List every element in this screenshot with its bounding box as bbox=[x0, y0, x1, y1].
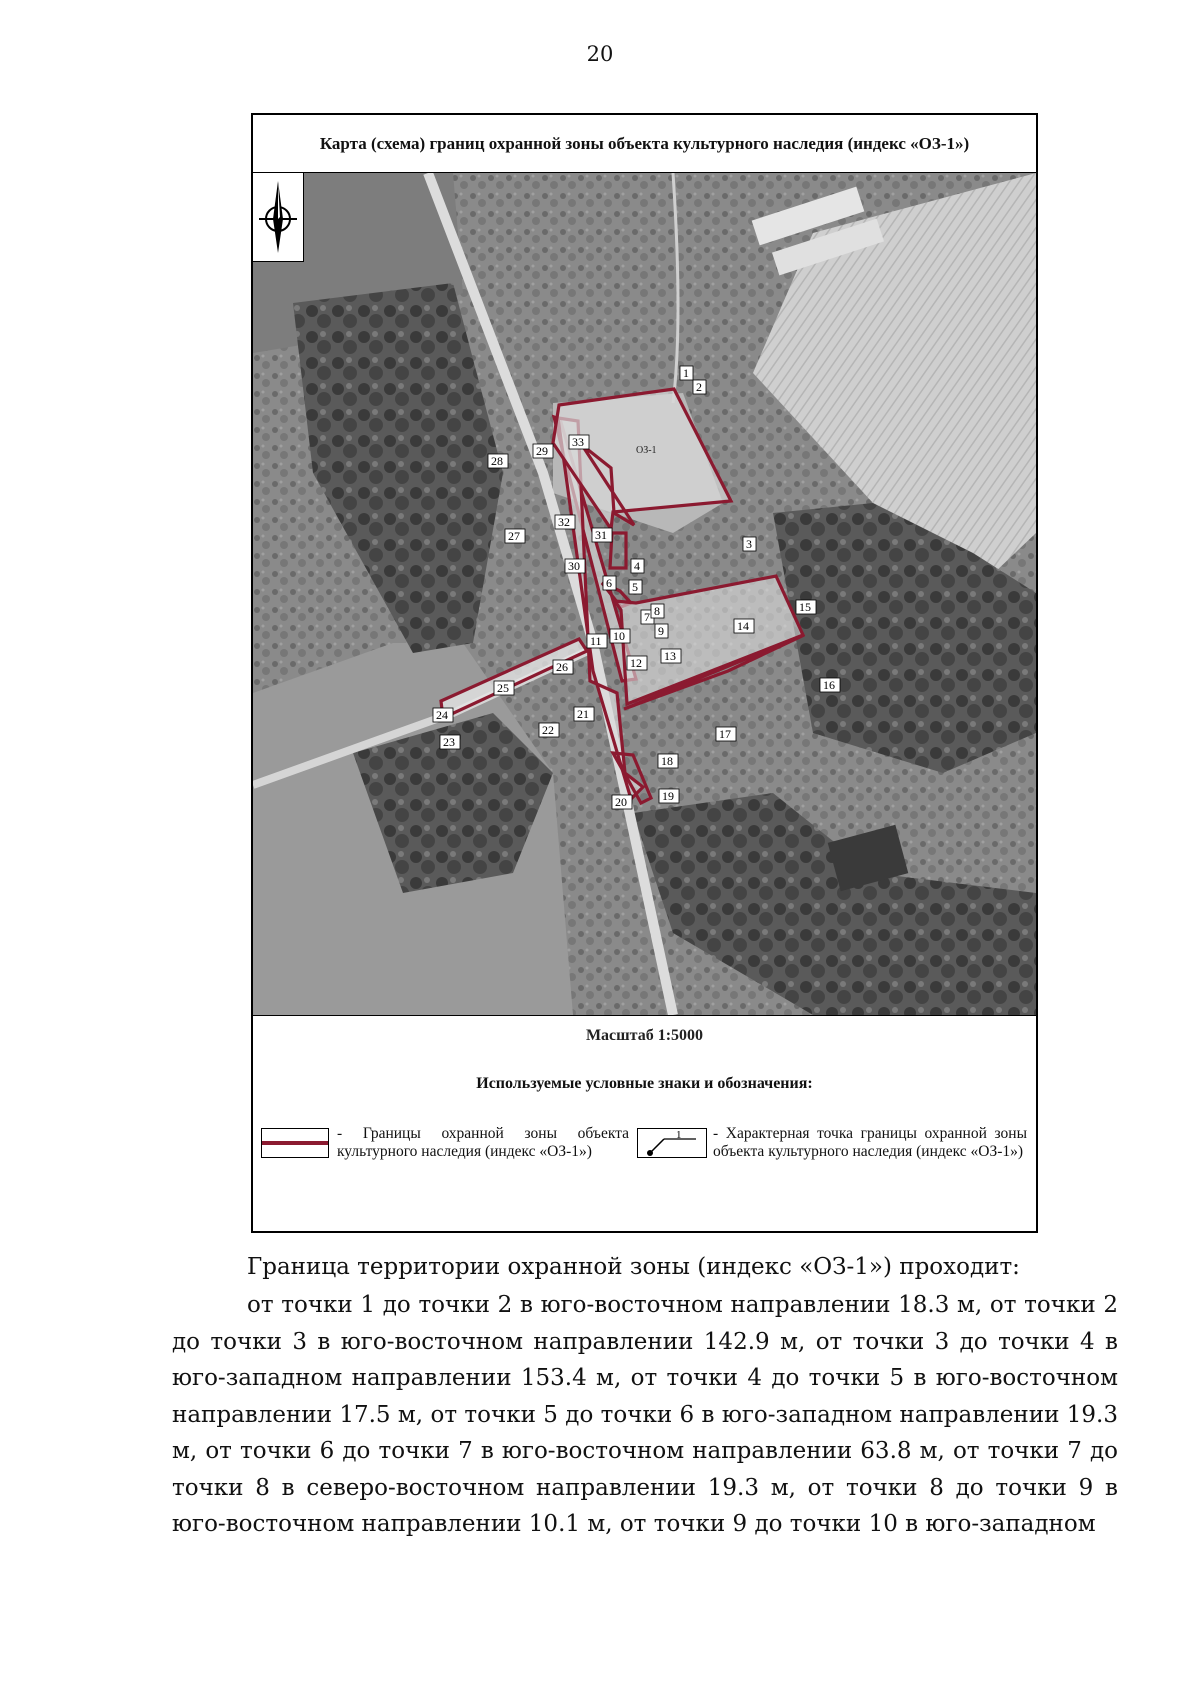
legend-title: Используемые условные знаки и обозначения: bbox=[476, 1075, 813, 1092]
point-label: 12 bbox=[630, 656, 642, 670]
point-label: 10 bbox=[613, 629, 625, 643]
point-label: 14 bbox=[737, 619, 749, 633]
scale-label: Масштаб 1:5000 bbox=[585, 1027, 704, 1044]
point-label: 28 bbox=[491, 454, 503, 468]
aerial-map bbox=[253, 173, 1036, 1016]
point-label: 11 bbox=[590, 634, 602, 648]
point-label: 30 bbox=[568, 559, 580, 573]
point-label: 32 bbox=[558, 515, 570, 529]
point-label: 9 bbox=[658, 624, 664, 638]
point-label: 1 bbox=[683, 366, 689, 380]
point-label: 15 bbox=[799, 600, 811, 614]
point-label: 17 bbox=[719, 727, 731, 741]
map-image bbox=[253, 173, 1036, 1015]
point-label: 5 bbox=[632, 580, 638, 594]
north-arrow-icon bbox=[253, 173, 304, 262]
point-label: 29 bbox=[536, 444, 548, 458]
point-legend-text: - Характерная точка границы охранной зоны объекта культурного наследия (индекс «ОЗ-1») bbox=[713, 1125, 1027, 1160]
point-label: 19 bbox=[662, 789, 674, 803]
point-label: 22 bbox=[542, 723, 554, 737]
page-number: 20 bbox=[586, 42, 614, 66]
point-label: 20 bbox=[615, 795, 627, 809]
point-label: 2 bbox=[696, 380, 702, 394]
north-arrow-graphic bbox=[253, 173, 303, 261]
point-label: 27 bbox=[508, 529, 520, 543]
boundary-legend-text: - Границы охранной зоны объекта культурного наследия (индекс «ОЗ-1») bbox=[337, 1125, 629, 1160]
boundary-description: от точки 1 до точки 2 в юго-восточном направлении 18.3 м, от точки 2 до точки 3 в юго-восточном направлении 142.9 м, от точки 3 до точки 4 в юго-западном направлении 153.4 м, от точки 4 до точки 5 в юго-восточном направлении 17.5 м, от точки 5 до точки 6 в юго-западном направлении 19.3 м, от точки 6 до точки 7 в юго-восточном направлении 63.8 м, от точки 7 до точки 8 в северо-восточном направлении 19.3 м, от точки 8 до точки 9 в юго-восточном направлении 10.1 м, от точки 9 до точки 10 в юго-западном bbox=[172, 1292, 1118, 1537]
point-label: 24 bbox=[436, 708, 448, 722]
zone-label: ОЗ-1 bbox=[636, 445, 657, 456]
point-label: 31 bbox=[595, 528, 607, 542]
point-label: 23 bbox=[443, 735, 455, 749]
point-legend-symbol bbox=[637, 1128, 707, 1158]
section-heading: Граница территории охранной зоны (индекс «ОЗ-1») проходит: bbox=[247, 1254, 1020, 1280]
map-figure bbox=[251, 113, 1038, 1233]
point-label: 16 bbox=[823, 678, 835, 692]
point-label: 26 bbox=[556, 660, 568, 674]
point-label: 8 bbox=[654, 604, 660, 618]
point-label: 33 bbox=[572, 435, 584, 449]
point-label: 3 bbox=[746, 537, 752, 551]
point-sample-label: 1 bbox=[676, 1129, 682, 1141]
point-label: 21 bbox=[577, 707, 589, 721]
point-symbol-graphic bbox=[638, 1129, 706, 1157]
point-label: 6 bbox=[606, 576, 612, 590]
boundary-legend-symbol bbox=[261, 1128, 329, 1158]
point-label: 4 bbox=[634, 559, 640, 573]
point-label: 7 bbox=[644, 610, 650, 624]
point-label: 25 bbox=[497, 681, 509, 695]
point-label: 13 bbox=[664, 649, 676, 663]
map-title: Карта (схема) границ охранной зоны объекта культурного наследия (индекс «ОЗ-1») bbox=[253, 115, 1036, 173]
point-label: 18 bbox=[661, 754, 673, 768]
